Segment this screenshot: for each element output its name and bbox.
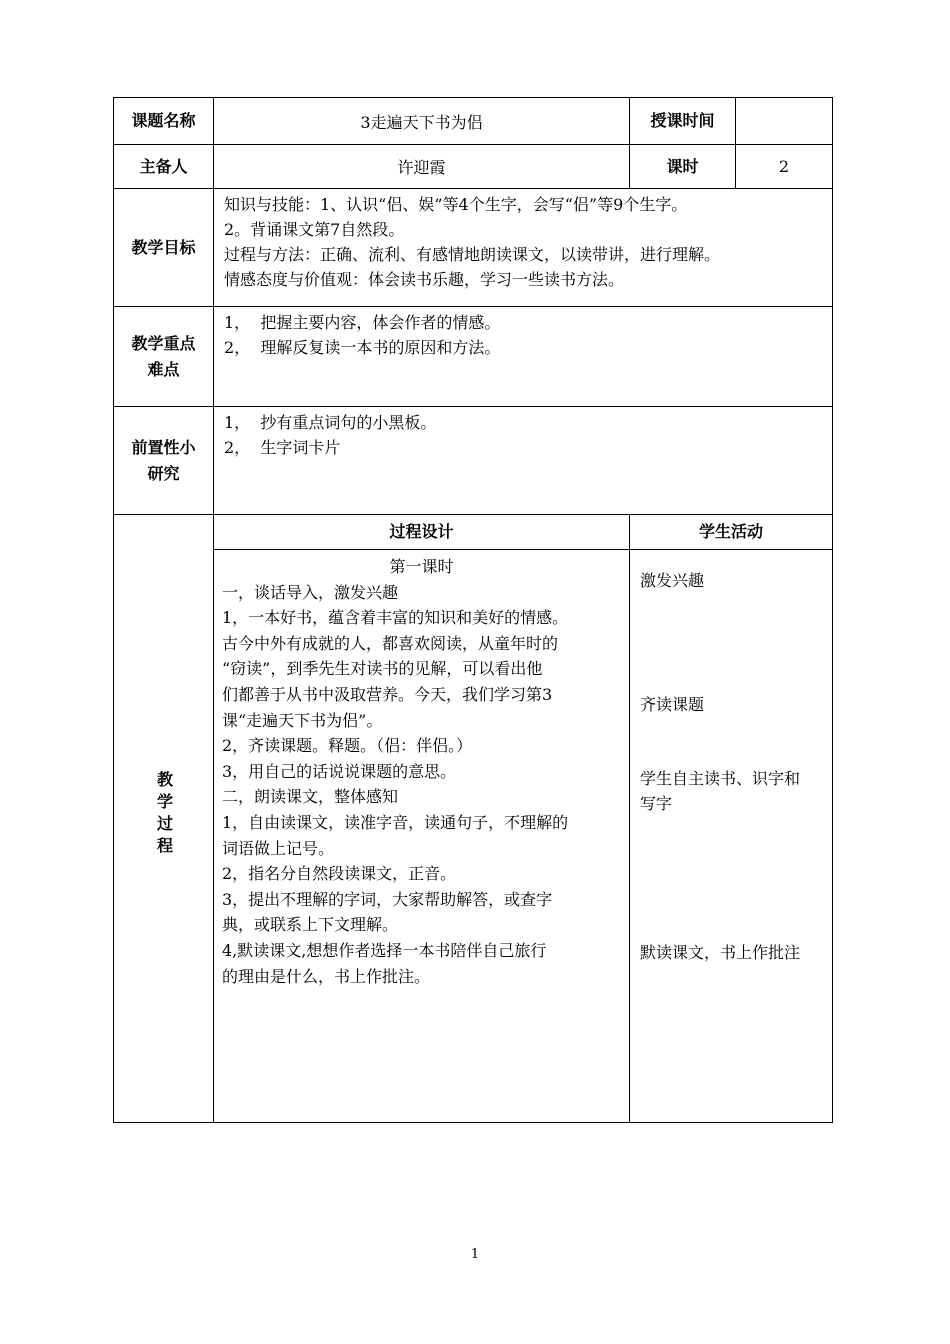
pre-study-text	[214, 407, 833, 515]
process-line: 典，或联系上下文理解。	[222, 915, 399, 935]
hours-value: 2	[736, 145, 833, 189]
activity-item: 激发兴趣	[640, 571, 705, 590]
pre-study-label-line2: 研究	[147, 463, 180, 483]
key-point-line: 1， 把握主要内容，体会作者的情感。	[224, 313, 501, 332]
goals-line: 情感态度与价值观：体会读书乐趣，学习一些读书方法。	[224, 270, 625, 289]
activity-header: 学生活动	[630, 515, 833, 550]
pre-study-line: 1， 抄有重点词句的小黑板。	[224, 413, 437, 432]
pre-study-label	[114, 407, 214, 515]
time-label: 授课时间	[630, 98, 736, 145]
key-points-text	[214, 307, 833, 407]
preparer-row	[114, 145, 833, 189]
goals-row	[114, 189, 833, 307]
activity-item: 默读课文，书上作批注	[640, 943, 801, 962]
page-number: 1	[470, 1247, 480, 1262]
hours-label: 课时	[630, 145, 736, 189]
process-line: 一，谈话导入，激发兴趣	[222, 582, 399, 602]
student-activities	[630, 550, 833, 1123]
process-line: 4,默读课文,想想作者选择一本书陪伴自己旅行	[222, 940, 547, 960]
time-value	[736, 98, 833, 145]
activity-line: 学生自主读书、识字和	[640, 769, 801, 788]
process-line: 3，提出不理解的字词，大家帮助解答，或查字	[222, 889, 553, 909]
preparer-value: 许迎霞	[214, 145, 630, 189]
title-value: 3走遍天下书为侣	[214, 98, 630, 145]
key-point-line: 2， 理解反复读一本书的原因和方法。	[224, 338, 501, 357]
preparer-label: 主备人	[114, 145, 214, 189]
process-line: 的理由是什么，书上作批注。	[222, 966, 431, 986]
process-label-text: 教学过程	[154, 770, 174, 859]
process-content-row	[114, 550, 833, 1123]
key-points-label-line1: 教学重点	[131, 333, 196, 353]
process-header-row	[114, 515, 833, 550]
process-line: 古今中外有成就的人，都喜欢阅读，从童年时的	[222, 633, 559, 653]
lesson-title: 第一课时	[389, 557, 454, 576]
key-points-label-line2: 难点	[147, 359, 180, 379]
activity-line: 写字	[640, 794, 673, 813]
goals-line: 过程与方法：正确、流利、有感情地朗读课文，以读带讲，进行理解。	[224, 245, 721, 264]
lesson-plan-table	[113, 97, 833, 1123]
pre-study-line: 2， 生字词卡片	[224, 438, 341, 457]
process-line: 课“走遍天下书为侣”。	[222, 710, 383, 730]
process-line: 二，朗读课文，整体感知	[222, 787, 399, 807]
process-line: 1，自由读课文，读准字音，读通句子，不理解的	[222, 812, 569, 832]
process-design	[214, 550, 630, 1123]
key-points-row	[114, 307, 833, 407]
goals-line: 2。背诵课文第7自然段。	[224, 220, 405, 239]
title-row	[114, 98, 833, 145]
key-points-label	[114, 307, 214, 407]
design-header: 过程设计	[214, 515, 630, 550]
process-line: “窃读”，到季先生对读书的见解，可以看出他	[222, 659, 543, 679]
process-label	[114, 515, 214, 1123]
activity-item	[640, 766, 828, 816]
process-line: 们都善于从书中汲取营养。今天，我们学习第3	[222, 684, 553, 704]
pre-study-row	[114, 407, 833, 515]
goals-line: 知识与技能：1、认识“侣、娱”等4个生字，会写“侣”等9个生字。	[224, 195, 688, 214]
process-line: 1，一本好书，蕴含着丰富的知识和美好的情感。	[222, 608, 569, 628]
goals-label: 教学目标	[114, 189, 214, 307]
process-line: 3，用自己的话说说课题的意思。	[222, 761, 457, 781]
process-line: 词语做上记号。	[222, 838, 335, 858]
title-label: 课题名称	[114, 98, 214, 145]
activity-item: 齐读课题	[640, 695, 705, 714]
pre-study-label-line1: 前置性小	[131, 437, 196, 457]
goals-text	[214, 189, 833, 307]
process-line: 2，齐读课题。释题。（侣：伴侣。）	[222, 736, 473, 756]
process-line: 2，指名分自然段读课文，正音。	[222, 864, 457, 884]
